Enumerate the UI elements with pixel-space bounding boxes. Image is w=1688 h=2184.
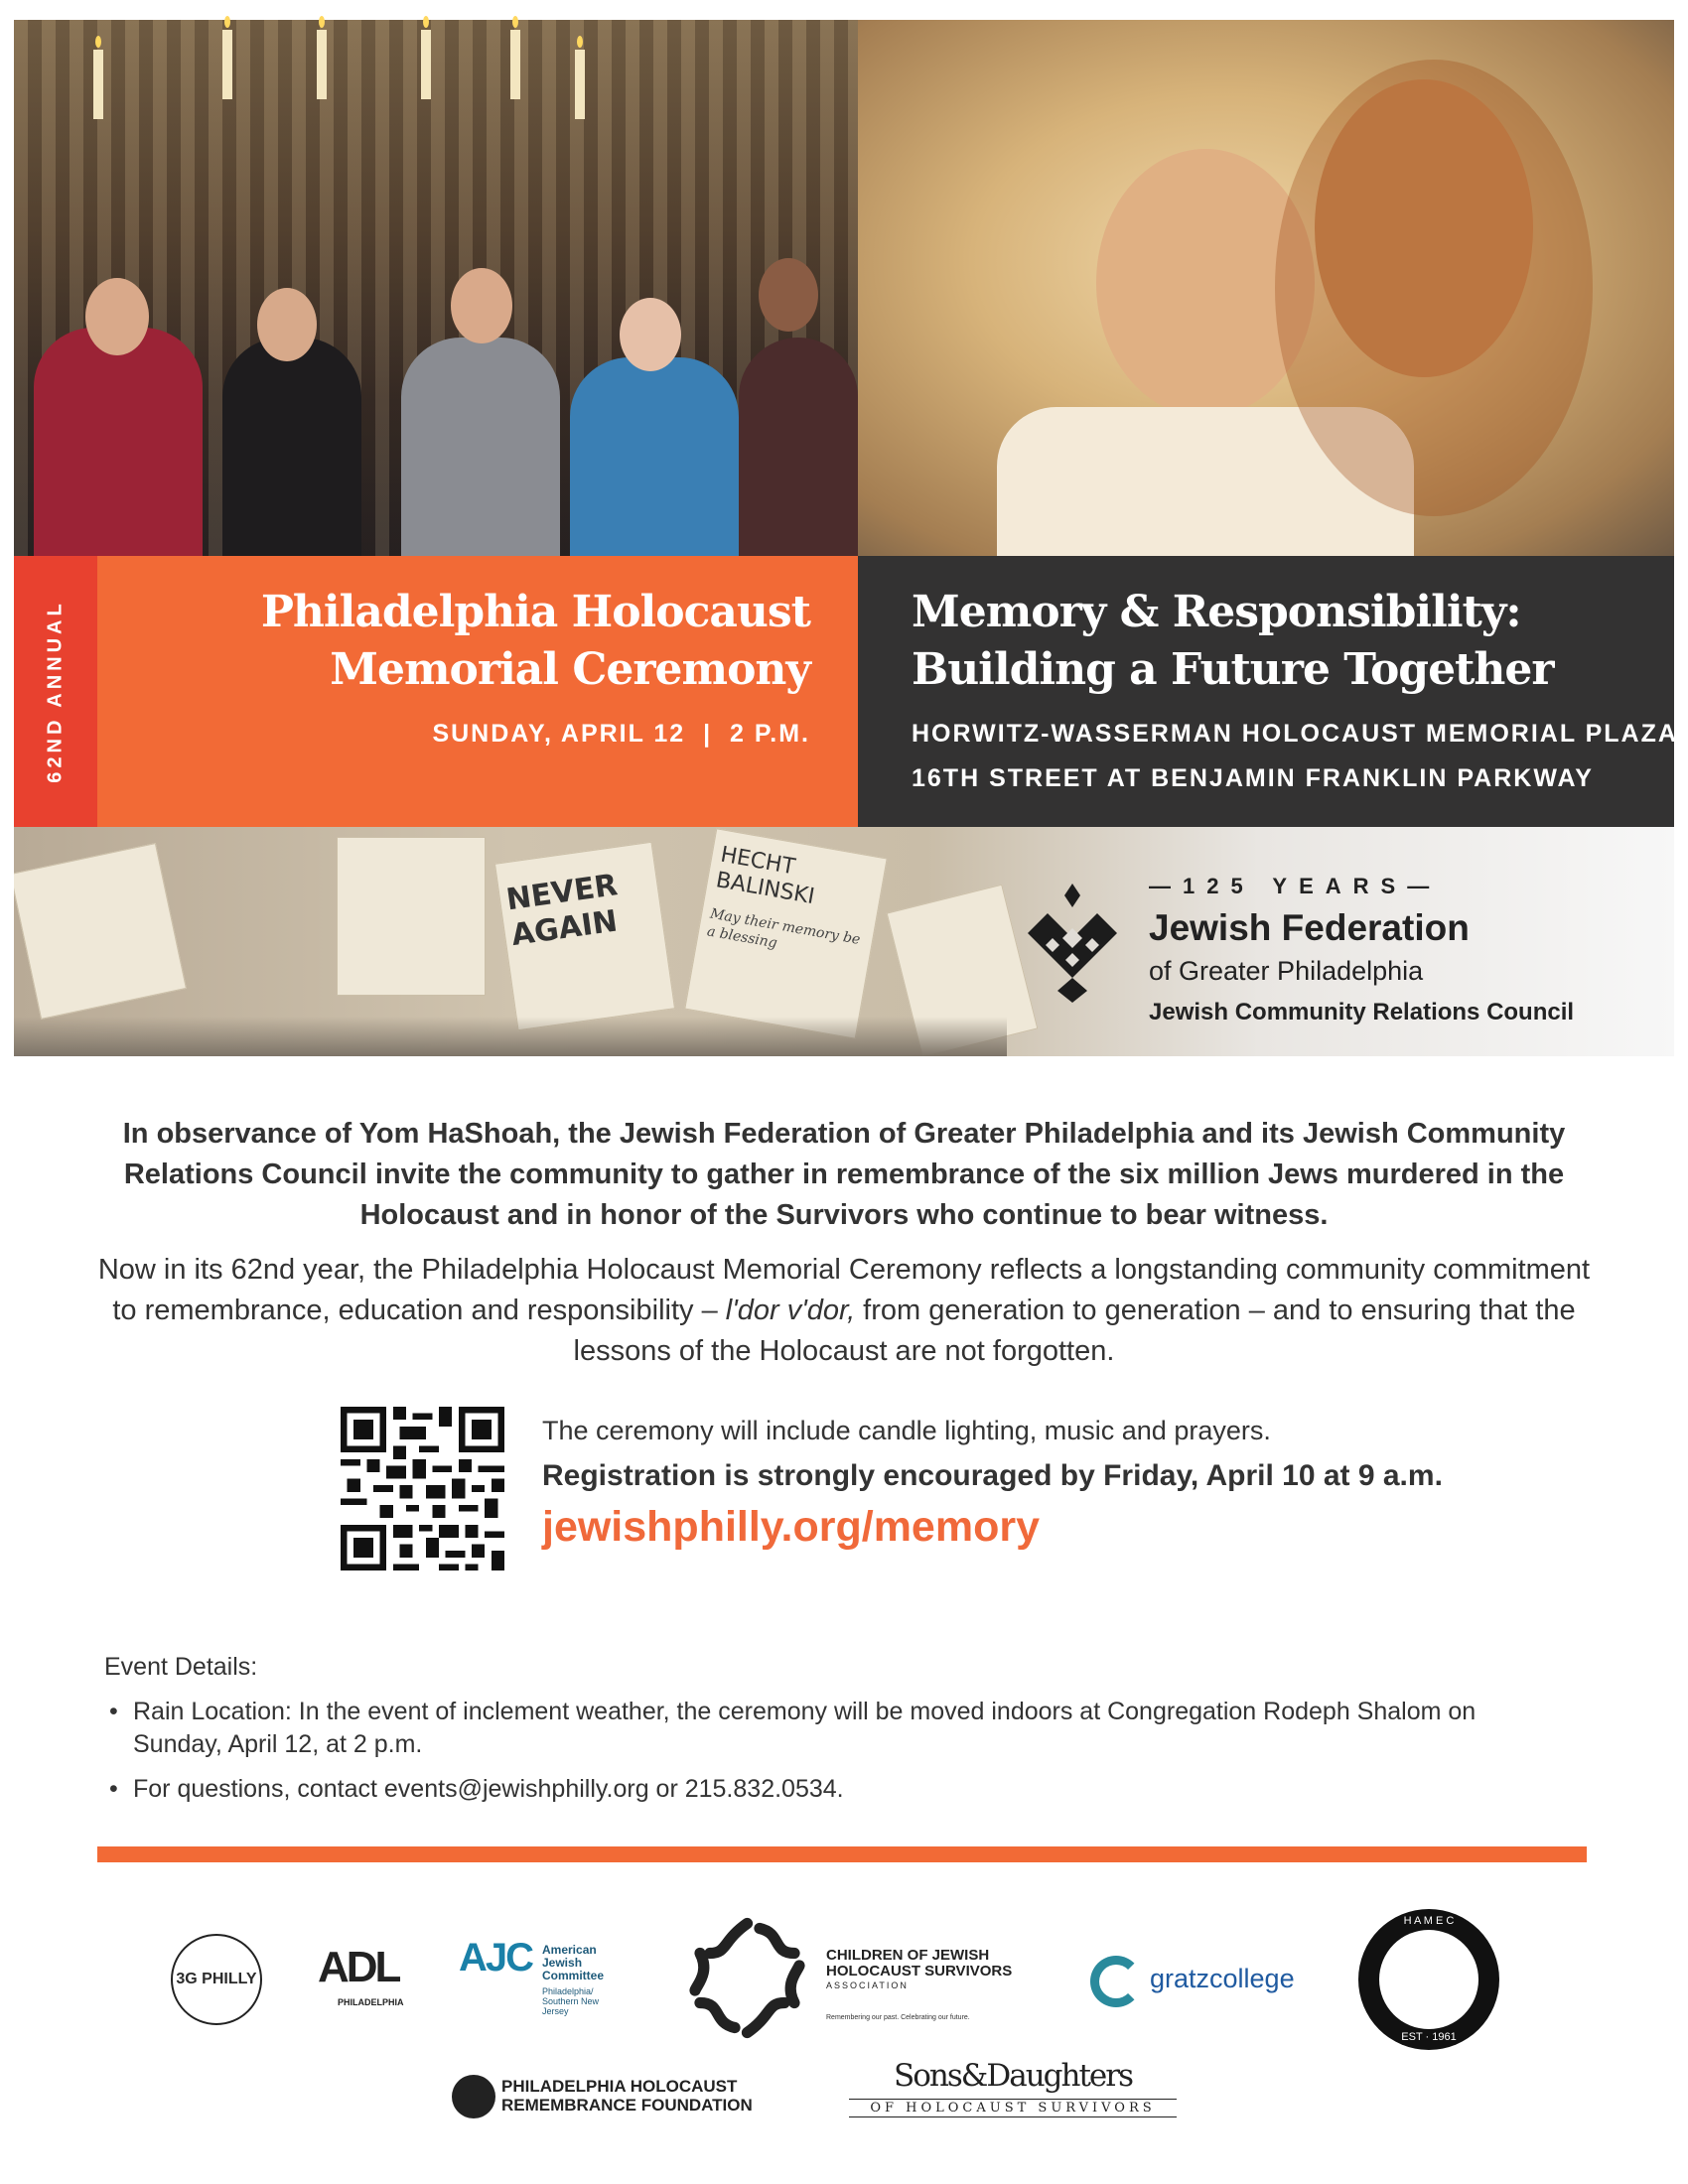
event-details-heading: Event Details: xyxy=(104,1653,258,1681)
phrf-line1: PHILADELPHIA HOLOCAUST xyxy=(501,2077,738,2096)
event-date-time: SUNDAY, APRIL 12 | 2 P.M. xyxy=(432,720,810,748)
logo-ajc: AJC xyxy=(459,1936,533,1979)
years-badge: —125 YEARS— xyxy=(1149,874,1442,898)
detail-text: Rain Location: In the event of inclement weather, the ceremony will be moved indoors at Congregation Rodeph Shalom on Sunday, April 12, at 2 p.m. xyxy=(133,1698,1477,1758)
hamec-name: H A M E C xyxy=(1403,1915,1455,1927)
cjhs-line1: CHILDREN OF JEWISH xyxy=(826,1947,990,1964)
sign-never-again: NEVER AGAIN xyxy=(503,868,621,954)
logo-adl: ADL xyxy=(318,1943,399,1991)
event-details-list xyxy=(109,1696,1529,1806)
photo-survivors-menorah xyxy=(14,20,858,556)
logo-phrf xyxy=(501,2077,753,2115)
jewish-federation-logo-icon xyxy=(1028,884,1117,1003)
theme-title xyxy=(912,584,1554,699)
body-text xyxy=(89,1114,1599,1372)
registration-qr-code[interactable] xyxy=(341,1407,504,1570)
hamec-est: EST · 1961 xyxy=(1401,2031,1457,2043)
cjhs-line3: ASSOCIATION xyxy=(826,1980,909,1990)
organizer-subname: of Greater Philadelphia xyxy=(1149,956,1424,986)
event-title xyxy=(261,584,810,699)
phrf-logo-icon xyxy=(452,2075,495,2118)
history-text-a: Now in its 62nd year, the Philadelphia Holocaust Memorial Ceremony reflects a longstanding community commitment to remembrance, education and responsibility – xyxy=(97,1254,1591,1326)
event-title-line2: Memorial Ceremony xyxy=(330,644,810,695)
photo-boy-and-woman xyxy=(858,20,1674,556)
ceremony-info: The ceremony will include candle lighting, music and prayers. xyxy=(542,1416,1271,1445)
logo-sons-daughters: Sons&Daughters xyxy=(893,2058,1132,2094)
theme-line1: Memory & Responsibility: xyxy=(912,587,1521,637)
logo-adl-sub: PHILADELPHIA xyxy=(338,1997,404,2007)
location-line2: 16TH STREET AT BENJAMIN FRANKLIN PARKWAY xyxy=(912,764,1594,792)
organizer-name: Jewish Federation xyxy=(1149,907,1470,948)
logo-ajc-text xyxy=(542,1944,632,2016)
theme-line2: Building a Future Together xyxy=(912,644,1554,695)
detail-rain-location: • Rain Location: In the event of inclement weather, the ceremony will be moved indoors at Congregation Rodeph Shalom on Sunday, April 12, at 2 p.m. xyxy=(109,1698,1477,1758)
phrf-line2: REMEMBRANCE FOUNDATION xyxy=(501,2096,753,2115)
history-text-b: from generation to generation – and to ensuring that the lessons of the Holocaust are not forgotten. xyxy=(573,1295,1576,1367)
sign-names: HECHT BALINSKI xyxy=(714,842,817,910)
cjhs-tagline: Remembering our past. Celebrating our future. xyxy=(826,2014,970,2021)
logo-gratz: gratzcollege xyxy=(1150,1964,1295,1993)
event-title-line1: Philadelphia Holocaust xyxy=(260,587,810,637)
organizer-council: Jewish Community Relations Council xyxy=(1149,999,1575,1025)
registration-link[interactable]: jewishphilly.org/memory xyxy=(542,1503,1040,1551)
detail-contact: • For questions, contact events@jewishphilly.org or 215.832.0534. xyxy=(109,1775,844,1803)
location-line1: HORWITZ-WASSERMAN HOLOCAUST MEMORIAL PLAZA xyxy=(912,720,1678,748)
logo-cjhs xyxy=(826,1948,1012,1991)
logo-3g-philly: 3G PHILLY xyxy=(171,1934,262,2025)
registration-deadline: Registration is strongly encouraged by Friday, April 10 at 9 a.m. xyxy=(542,1459,1443,1492)
registration-block xyxy=(542,1414,1634,1553)
orange-divider xyxy=(97,1846,1587,1862)
logo-ajc-sub: Philadelphia/ Southern New Jersey xyxy=(542,1986,600,2016)
logo-sons-daughters-sub: OF HOLOCAUST SURVIVORS xyxy=(849,2099,1177,2117)
detail-text: For questions, contact events@jewishphilly.org or 215.832.0534. xyxy=(133,1775,844,1803)
intro-paragraph: In observance of Yom HaShoah, the Jewish Federation of Greater Philadelphia and its Jewish Community Relations Council invite the community to gather in remembrance of the six million Jews murdered in the Holocaust and in honor of the Survivors who continue to bear witness. xyxy=(122,1118,1566,1231)
logo-ajc-name: American Jewish Committee xyxy=(542,1943,605,1982)
cjhs-line2: HOLOCAUST SURVIVORS xyxy=(826,1963,1013,1979)
ldor-vdor-italic: l'dor v'dor, xyxy=(725,1295,856,1326)
history-paragraph xyxy=(89,1250,1599,1372)
gratz-logo-icon xyxy=(1090,1956,1142,2007)
sign-blessing: May their memory be a blessing xyxy=(705,905,862,952)
annual-label: 62ND ANNUAL xyxy=(44,600,67,783)
logo-hamec xyxy=(1358,1909,1499,2050)
cjhs-star-logo-icon xyxy=(685,1916,809,2040)
